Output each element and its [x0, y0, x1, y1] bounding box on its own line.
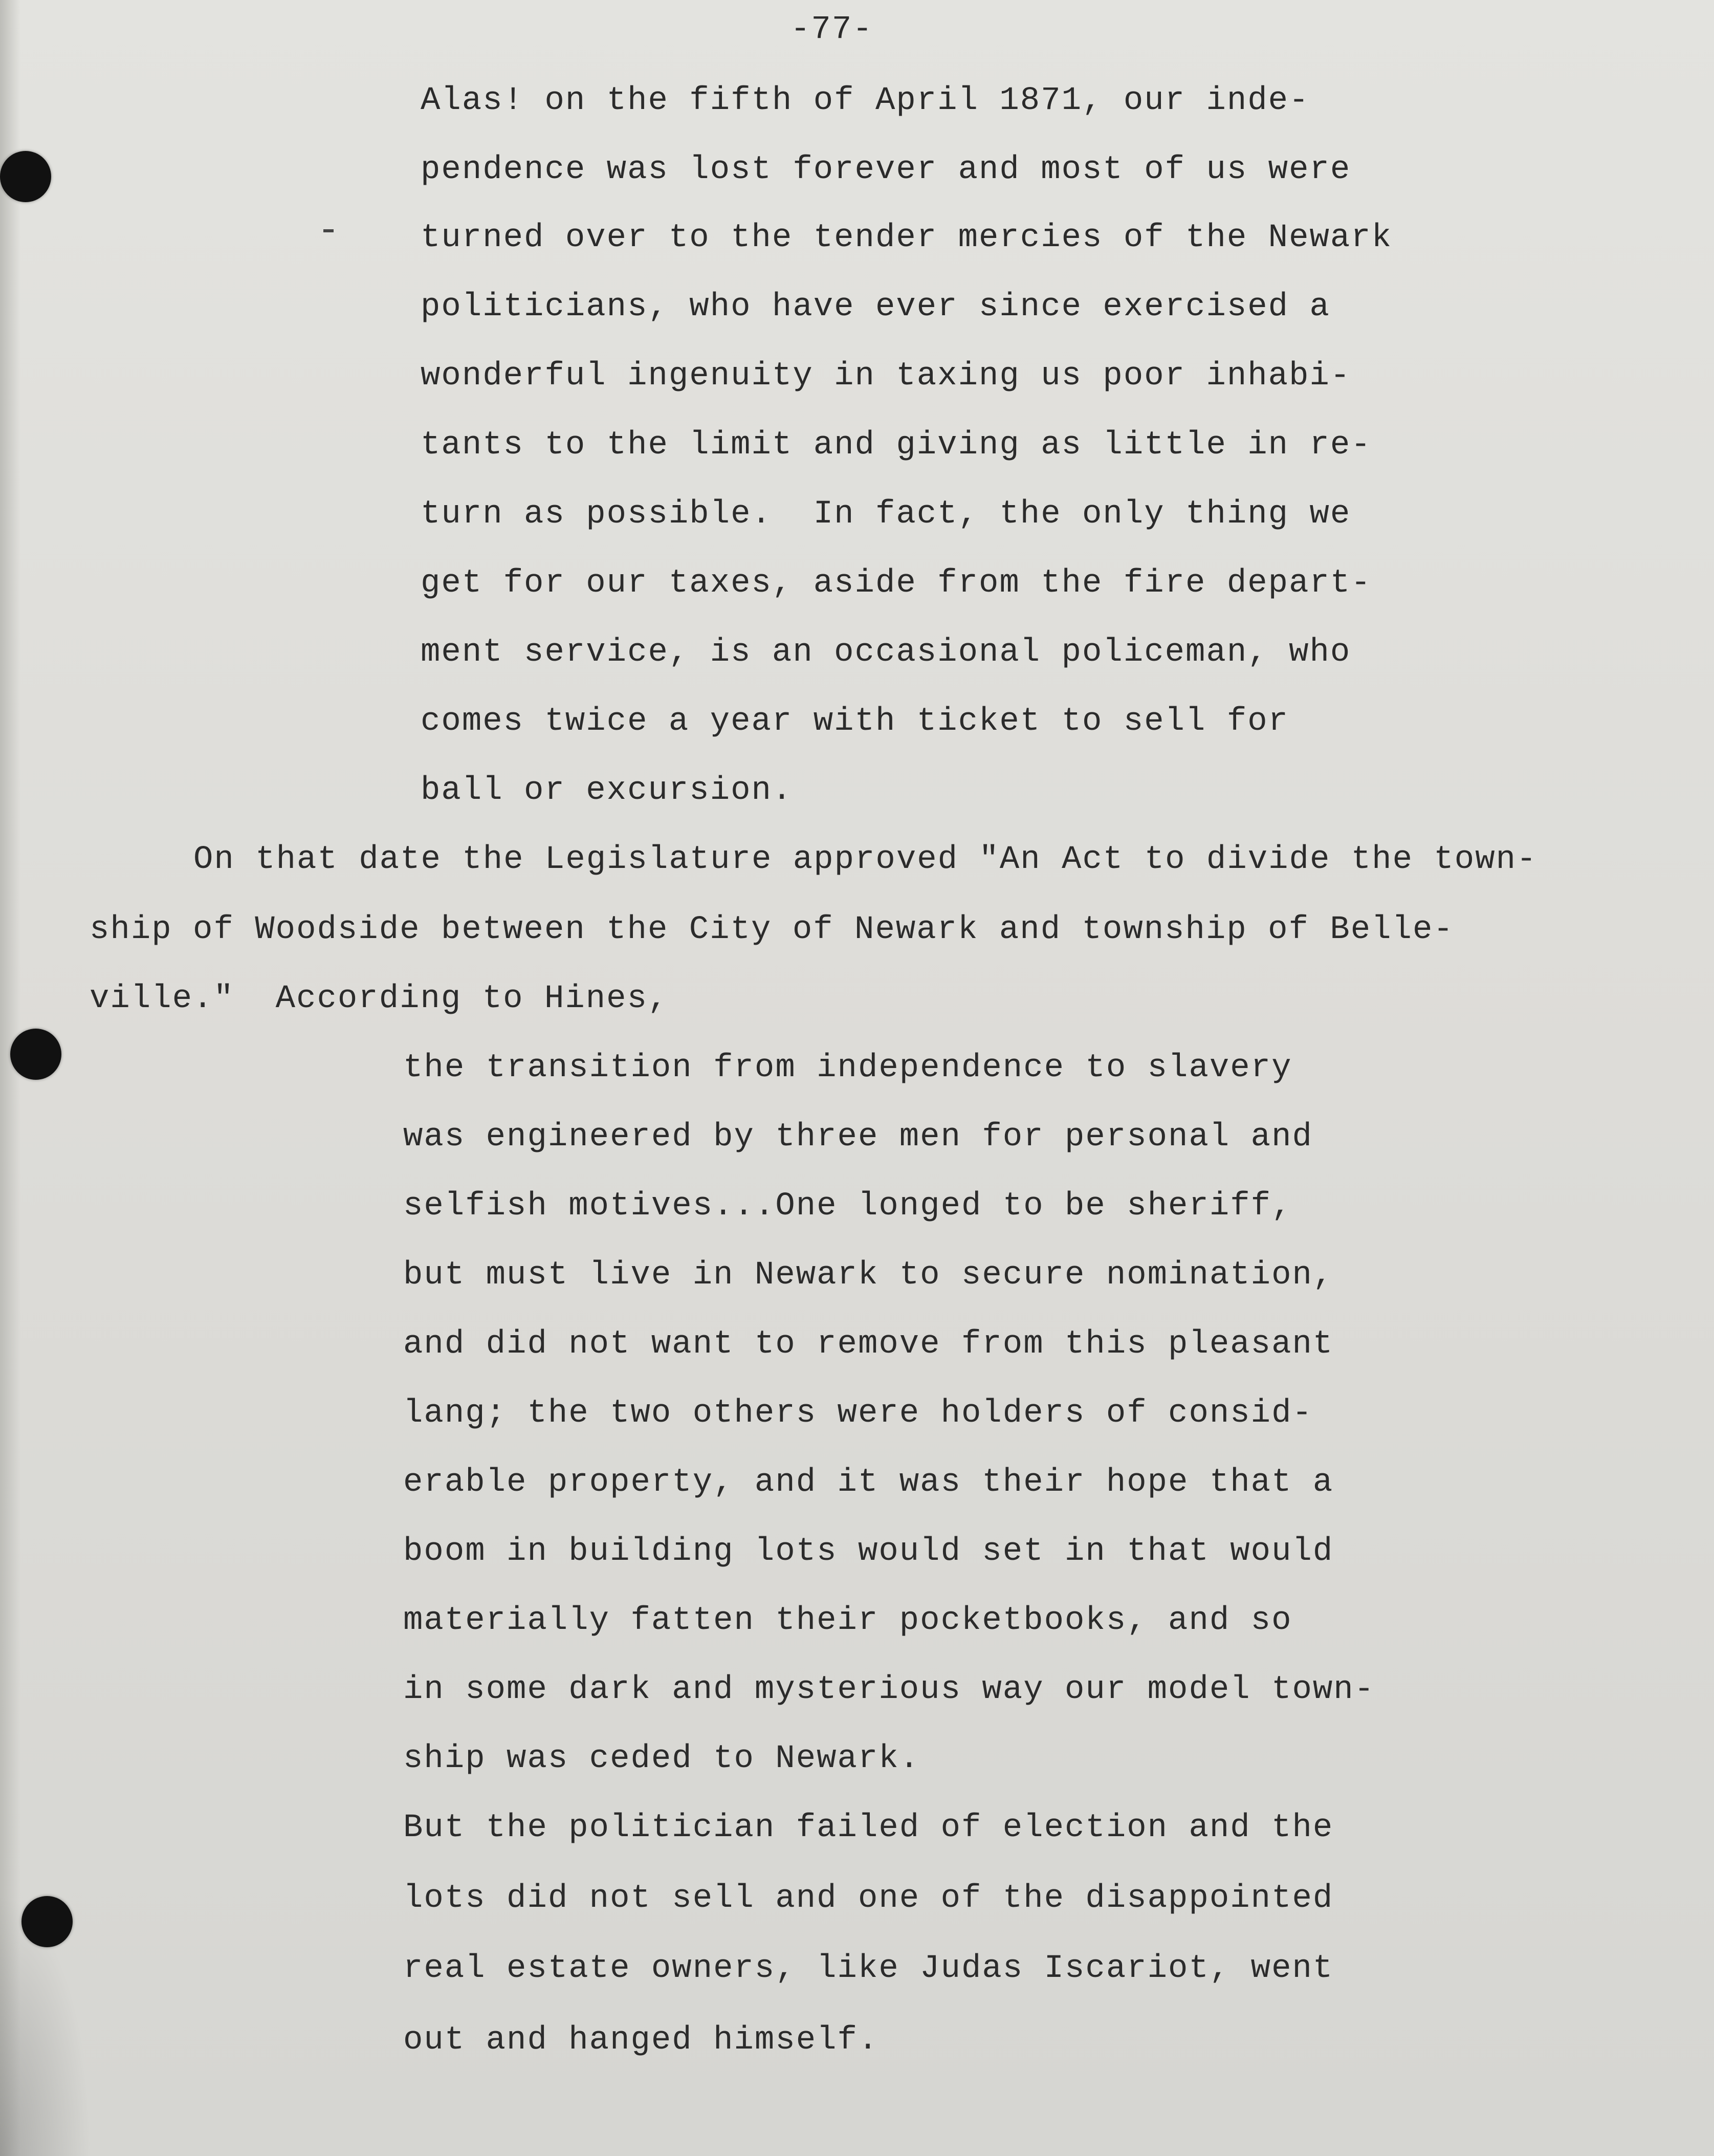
quote2-line: real estate owners, like Judas Iscariot, went [403, 1950, 1334, 1987]
quote2-line: out and hanged himself. [403, 2022, 879, 2059]
quote2-line: selfish motives...One longed to be sheriff, [403, 1188, 1292, 1225]
quote1-line: comes twice a year with ticket to sell for [421, 703, 1289, 740]
quote2-line: and did not want to remove from this pleasant [403, 1326, 1334, 1363]
quote2-line: was engineered by three men for personal and [403, 1119, 1313, 1156]
quote1-line: pendence was lost forever and most of us were [421, 151, 1351, 188]
quote1-line: Alas! on the fifth of April 1871, our inde- [421, 82, 1310, 119]
quote1-line: tants to the limit and giving as little in re- [421, 427, 1372, 464]
quote2-line: but must live in Newark to secure nomination, [403, 1257, 1334, 1294]
quote2-line: boom in building lots would set in that would [403, 1533, 1334, 1570]
quote1-line: wonderful ingenuity in taxing us poor inhabi- [421, 358, 1351, 395]
quote2-line: lang; the two others were holders of consid- [403, 1395, 1313, 1432]
quote1-line: politicians, who have ever since exercised a [421, 289, 1330, 325]
quote2-line: But the politician failed of election and the [403, 1810, 1334, 1846]
quote1-line: ment service, is an occasional policeman, who [421, 634, 1351, 671]
quote2-line: lots did not sell and one of the disappointed [403, 1880, 1334, 1917]
margin-mark [323, 229, 334, 232]
paragraph-line: ville." According to Hines, [90, 981, 669, 1017]
quote1-line: turn as possible. In fact, the only thing we [421, 496, 1351, 533]
quote1-line: ball or excursion. [421, 772, 793, 809]
quote1-line: get for our taxes, aside from the fire depart- [421, 565, 1372, 602]
quote2-line: materially fatten their pocketbooks, and so [403, 1602, 1292, 1639]
quote2-line: erable property, and it was their hope that a [403, 1464, 1334, 1501]
quote2-line: the transition from independence to slavery [403, 1050, 1292, 1086]
quote1-line: turned over to the tender mercies of the Newark [421, 220, 1393, 256]
paragraph-line: ship of Woodside between the City of Newark and township of Belle- [90, 911, 1454, 948]
punch-hole-top [0, 151, 51, 202]
quote2-line: in some dark and mysterious way our model town- [403, 1671, 1375, 1708]
punch-hole-middle [10, 1029, 61, 1080]
page-number: -77- [790, 11, 873, 48]
paragraph-line: On that date the Legislature approved "An Act to divide the town- [193, 841, 1537, 878]
page-left-edge [0, 0, 20, 2156]
quote2-line: ship was ceded to Newark. [403, 1740, 920, 1777]
punch-hole-bottom [21, 1896, 73, 1947]
